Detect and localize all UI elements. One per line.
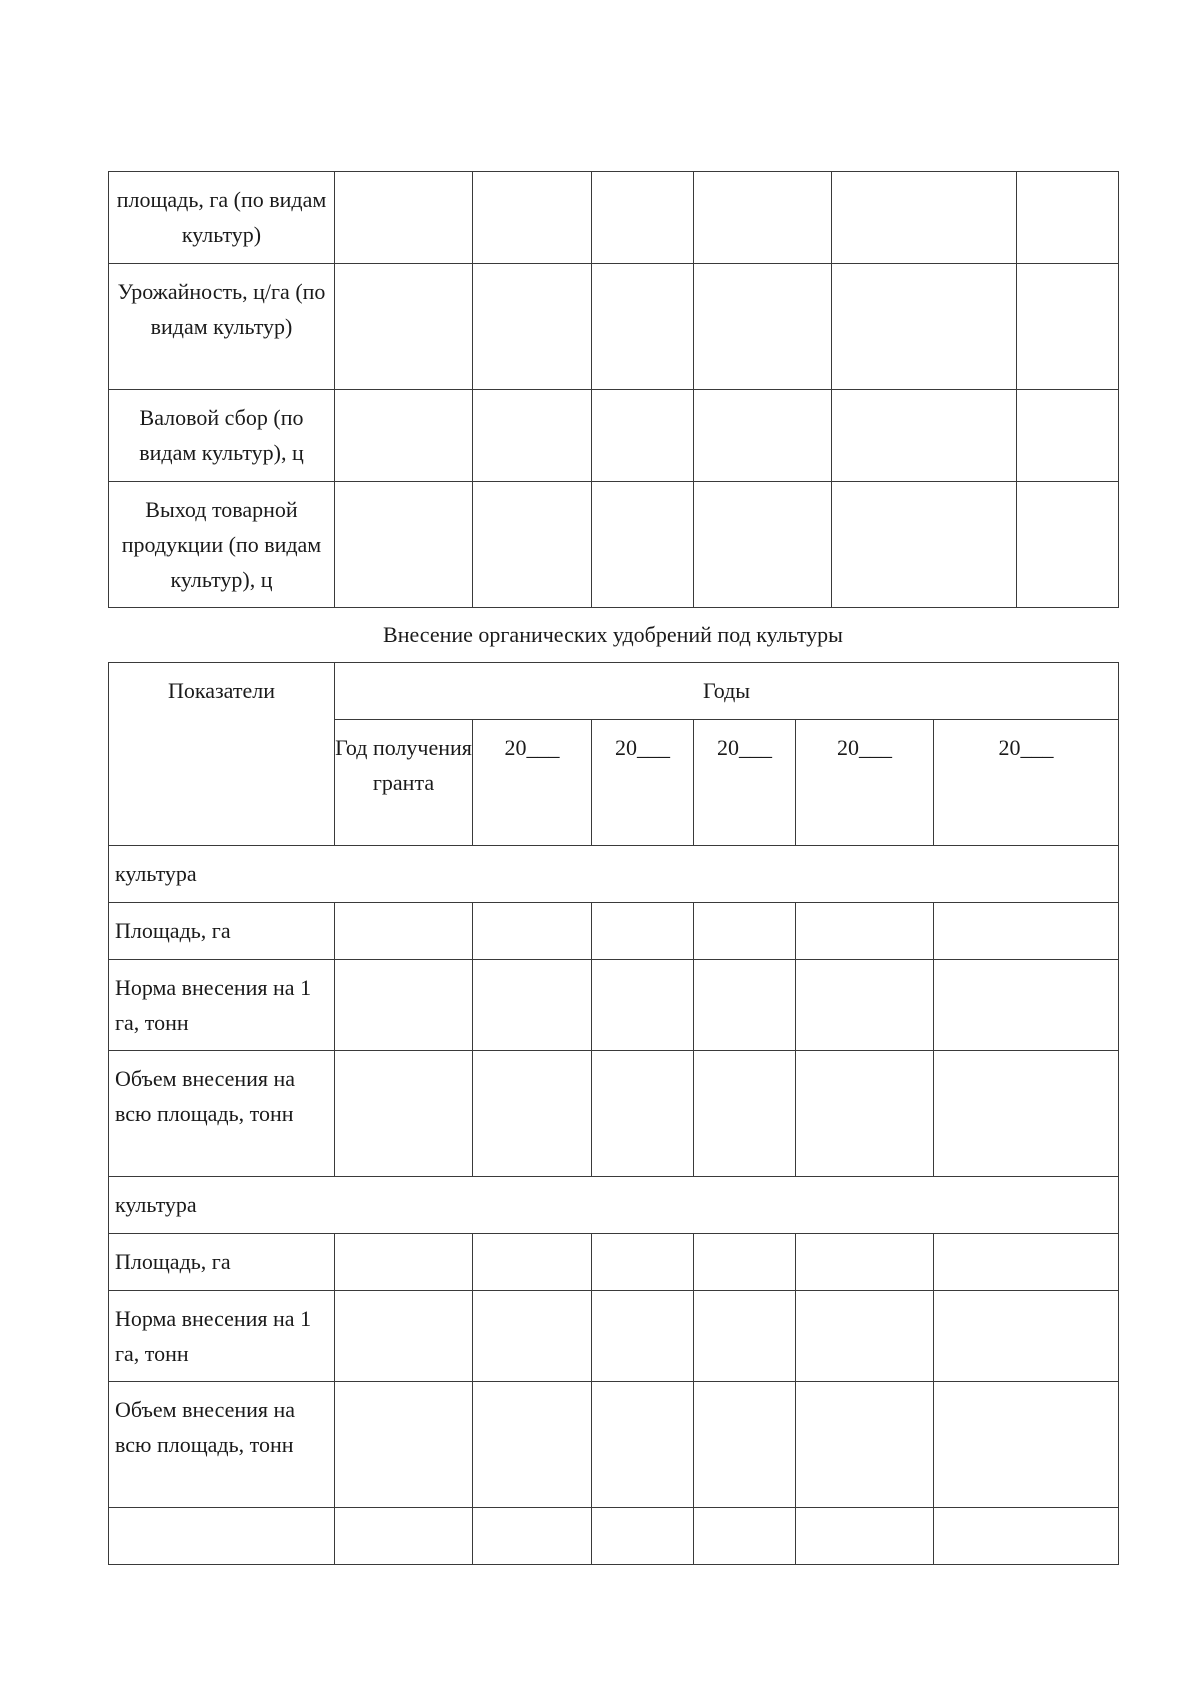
data-cell[interactable]	[335, 390, 473, 482]
section-row	[109, 1177, 1119, 1234]
data-cell[interactable]	[335, 482, 473, 608]
data-cell[interactable]	[473, 903, 592, 960]
row-label-area: площадь, га (по видам культур)	[109, 172, 335, 264]
data-cell[interactable]	[592, 482, 694, 608]
header-year: 20___	[934, 720, 1119, 846]
data-cell[interactable]	[335, 264, 473, 390]
table-caption: Внесение органических удобрений под культуры	[383, 622, 843, 647]
data-cell[interactable]	[473, 1051, 592, 1177]
data-cell[interactable]	[592, 390, 694, 482]
data-cell[interactable]	[934, 1051, 1119, 1177]
data-cell[interactable]	[592, 264, 694, 390]
data-cell[interactable]	[832, 172, 1017, 264]
data-cell[interactable]	[934, 903, 1119, 960]
header-grant-year: Год получения гранта	[335, 720, 473, 846]
data-cell[interactable]	[473, 482, 592, 608]
data-cell[interactable]	[934, 1382, 1119, 1508]
empty-label-cell[interactable]	[109, 1508, 335, 1565]
data-cell[interactable]	[473, 172, 592, 264]
row-label-gross-harvest: Валовой сбор (по видам культур), ц	[109, 390, 335, 482]
table-row	[109, 903, 1119, 960]
header-year: 20___	[796, 720, 934, 846]
data-cell[interactable]	[335, 1051, 473, 1177]
data-cell[interactable]	[694, 390, 832, 482]
header-indicators: Показатели	[109, 663, 335, 846]
data-cell[interactable]	[592, 903, 694, 960]
data-cell[interactable]	[592, 1508, 694, 1565]
table-row	[109, 482, 1119, 608]
data-cell[interactable]	[796, 1508, 934, 1565]
data-cell[interactable]	[934, 1508, 1119, 1565]
data-cell[interactable]	[335, 1291, 473, 1382]
data-cell[interactable]	[694, 264, 832, 390]
data-cell[interactable]	[473, 960, 592, 1051]
row-label-application-volume: Объем внесения на всю площадь, тонн	[109, 1382, 335, 1508]
data-cell[interactable]	[694, 1508, 796, 1565]
row-label-yield: Урожайность, ц/га (по видам культур)	[109, 264, 335, 390]
table-row	[109, 1291, 1119, 1382]
data-cell[interactable]	[832, 390, 1017, 482]
row-label-application-rate: Норма внесения на 1 га, тонн	[109, 1291, 335, 1382]
data-cell[interactable]	[592, 1291, 694, 1382]
data-cell[interactable]	[473, 1508, 592, 1565]
data-cell[interactable]	[473, 1291, 592, 1382]
data-cell[interactable]	[934, 960, 1119, 1051]
data-cell[interactable]	[473, 1234, 592, 1291]
table-row	[109, 264, 1119, 390]
data-cell[interactable]	[592, 1051, 694, 1177]
data-cell[interactable]	[335, 903, 473, 960]
fertilizer-table	[108, 662, 1119, 1565]
data-cell[interactable]	[694, 172, 832, 264]
table-row	[109, 1234, 1119, 1291]
table-row	[109, 1382, 1119, 1508]
data-cell[interactable]	[1017, 172, 1119, 264]
data-cell[interactable]	[796, 1234, 934, 1291]
data-cell[interactable]	[1017, 482, 1119, 608]
data-cell[interactable]	[796, 1291, 934, 1382]
section-label-crop: культура	[109, 846, 1119, 903]
data-cell[interactable]	[694, 1382, 796, 1508]
data-cell[interactable]	[335, 172, 473, 264]
table-row	[109, 390, 1119, 482]
header-year: 20___	[592, 720, 694, 846]
row-label-area: Площадь, га	[109, 903, 335, 960]
data-cell[interactable]	[335, 1234, 473, 1291]
crop-yield-table	[108, 171, 1119, 608]
data-cell[interactable]	[473, 1382, 592, 1508]
row-label-area: Площадь, га	[109, 1234, 335, 1291]
data-cell[interactable]	[592, 1382, 694, 1508]
data-cell[interactable]	[592, 960, 694, 1051]
data-cell[interactable]	[796, 1051, 934, 1177]
data-cell[interactable]	[934, 1291, 1119, 1382]
table-row	[109, 960, 1119, 1051]
data-cell[interactable]	[796, 960, 934, 1051]
data-cell[interactable]	[694, 1291, 796, 1382]
data-cell[interactable]	[694, 482, 832, 608]
row-label-commercial-output: Выход товарной продукции (по видам культур), ц	[109, 482, 335, 608]
header-years: Годы	[335, 663, 1119, 720]
data-cell[interactable]	[1017, 390, 1119, 482]
table-row	[109, 172, 1119, 264]
data-cell[interactable]	[473, 390, 592, 482]
data-cell[interactable]	[796, 1382, 934, 1508]
section-label-crop: культура	[109, 1177, 1119, 1234]
row-label-application-volume: Объем внесения на всю площадь, тонн	[109, 1051, 335, 1177]
data-cell[interactable]	[1017, 264, 1119, 390]
data-cell[interactable]	[796, 903, 934, 960]
row-label-application-rate: Норма внесения на 1 га, тонн	[109, 960, 335, 1051]
header-year: 20___	[694, 720, 796, 846]
header-row	[109, 663, 1119, 720]
data-cell[interactable]	[335, 1508, 473, 1565]
data-cell[interactable]	[832, 482, 1017, 608]
data-cell[interactable]	[335, 960, 473, 1051]
section-row	[109, 846, 1119, 903]
data-cell[interactable]	[694, 1051, 796, 1177]
data-cell[interactable]	[694, 1234, 796, 1291]
data-cell[interactable]	[473, 264, 592, 390]
data-cell[interactable]	[592, 172, 694, 264]
table-row	[109, 1508, 1119, 1565]
data-cell[interactable]	[694, 903, 796, 960]
data-cell[interactable]	[335, 1382, 473, 1508]
data-cell[interactable]	[934, 1234, 1119, 1291]
data-cell[interactable]	[832, 264, 1017, 390]
table-row	[109, 1051, 1119, 1177]
header-year: 20___	[473, 720, 592, 846]
data-cell[interactable]	[694, 960, 796, 1051]
data-cell[interactable]	[592, 1234, 694, 1291]
